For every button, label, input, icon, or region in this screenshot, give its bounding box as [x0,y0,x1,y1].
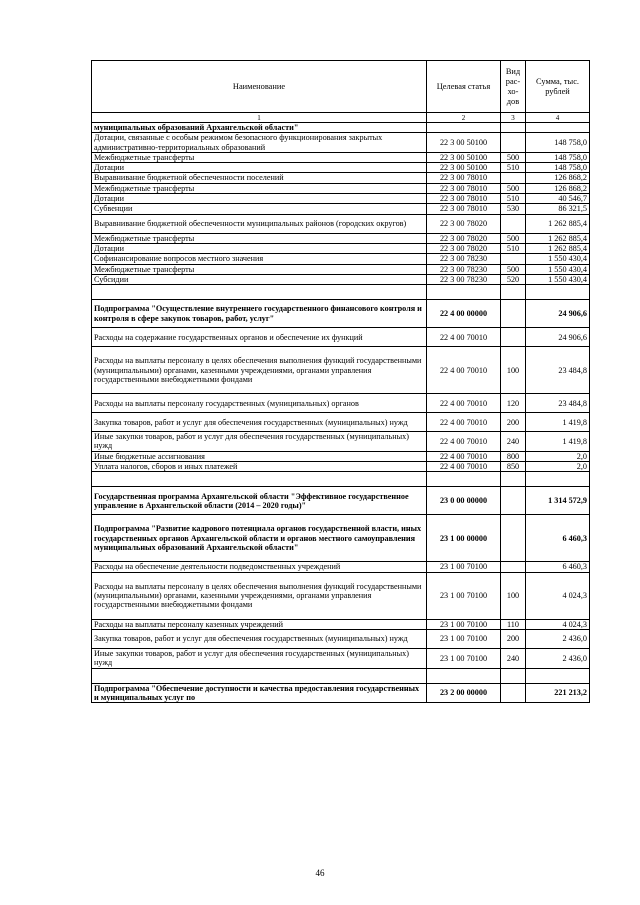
row-name: Межбюджетные трансферты [92,152,427,162]
row-kind: 510 [501,194,526,204]
row-article: 22 4 00 70010 [427,394,501,413]
row-name: Закупка товаров, работ и услуг для обеспечения государственных (муниципальных) нужд [92,413,427,432]
row-sum [526,123,590,133]
row-name: Расходы на выплаты персоналу государственных (муниципальных) органов [92,394,427,413]
header-sum: Сумма, тыс. рублей [526,61,590,113]
row-sum: 23 484,8 [526,394,590,413]
row-sum: 1 262 885,4 [526,233,590,243]
row-kind [501,133,526,153]
table-row [92,451,590,461]
row-name: Межбюджетные трансферты [92,264,427,274]
table-row [92,683,590,703]
row-sum: 23 484,8 [526,347,590,394]
column-number: 3 [501,113,526,123]
row-sum: 1 419,8 [526,432,590,452]
table-row [92,432,590,452]
row-kind: 500 [501,233,526,243]
row-name: Уплата налогов, сборов и иных платежей [92,462,427,472]
row-article: 23 1 00 70100 [427,648,501,668]
spacer-row [92,668,590,683]
row-kind [501,472,526,487]
row-article: 23 0 00 00000 [427,487,501,515]
row-name: Расходы на выплаты персоналу в целях обеспечения выполнения функций государственными (муниципальными) органами, казенными учреждениями, органами управления государственными внебюджетными фондами [92,572,427,619]
row-article: 22 3 00 50100 [427,152,501,162]
row-kind: 510 [501,243,526,253]
row-kind: 240 [501,432,526,452]
row-kind: 500 [501,264,526,274]
table-row [92,487,590,515]
page-number: 46 [315,868,325,878]
row-article: 22 4 00 70010 [427,462,501,472]
table-row [92,648,590,668]
row-sum: 6 460,3 [526,562,590,572]
table-row [92,183,590,193]
row-kind: 100 [501,572,526,619]
header-kind: Вид рас- хо- дов [501,61,526,113]
table-row [92,462,590,472]
row-kind [501,328,526,347]
row-name: Дотации [92,163,427,173]
row-name: Государственная программа Архангельской области "Эффективное государственное управление в Архангельской области (2014 – 2020 годы)" [92,487,427,515]
budget-table [91,60,590,703]
row-name [92,472,427,487]
row-name: Субвенции [92,204,427,214]
row-kind [501,515,526,562]
spacer-row [92,285,590,300]
row-sum [526,668,590,683]
row-name: Подпрограмма "Осуществление внутреннего государственного финансового контроля и контроля в сфере закупок товаров, работ, услуг" [92,300,427,328]
row-name: Расходы на выплаты персоналу в целях обеспечения выполнения функций государственными (муниципальными) органами, казенными учреждениями, органами управления государственными внебюджетными фондами [92,347,427,394]
row-sum: 1 550 430,4 [526,264,590,274]
table-row [92,123,590,133]
row-name: Дотации, связанные с особым режимом безопасного функционирования закрытых административно-территориальных образований [92,133,427,153]
row-kind [501,173,526,183]
row-kind [501,668,526,683]
row-article: 23 1 00 70100 [427,629,501,648]
row-kind [501,254,526,264]
row-kind: 500 [501,183,526,193]
row-sum: 24 906,6 [526,300,590,328]
row-kind [501,214,526,233]
row-article: 23 1 00 70100 [427,619,501,629]
row-kind [501,487,526,515]
row-sum: 148 758,0 [526,163,590,173]
row-sum: 40 546,7 [526,194,590,204]
row-article: 22 3 00 78020 [427,214,501,233]
row-article: 22 4 00 70010 [427,413,501,432]
row-kind: 120 [501,394,526,413]
row-sum: 2 436,0 [526,629,590,648]
table-header-row [92,61,590,113]
row-kind: 100 [501,347,526,394]
column-number: 4 [526,113,590,123]
table-row [92,152,590,162]
row-article: 22 3 00 78020 [427,233,501,243]
table-row [92,572,590,619]
row-sum: 126 868,2 [526,173,590,183]
table-row [92,214,590,233]
table-row [92,254,590,264]
row-name: Иные закупки товаров, работ и услуг для обеспечения государственных (муниципальных) нужд [92,648,427,668]
row-name: Иные бюджетные ассигнования [92,451,427,461]
row-sum: 6 460,3 [526,515,590,562]
row-sum: 2 436,0 [526,648,590,668]
row-name: Расходы на обеспечение деятельности подведомственных учреждений [92,562,427,572]
row-kind: 800 [501,451,526,461]
row-article: 22 3 00 78010 [427,204,501,214]
row-name [92,285,427,300]
row-article: 22 3 00 50100 [427,133,501,153]
row-kind: 520 [501,274,526,284]
row-sum: 221 213,2 [526,683,590,703]
row-article [427,472,501,487]
row-kind [501,683,526,703]
row-name: Расходы на содержание государственных органов и обеспечение их функций [92,328,427,347]
row-article: 23 1 00 00000 [427,515,501,562]
table-row [92,233,590,243]
row-sum: 148 758,0 [526,133,590,153]
table-row [92,347,590,394]
row-article: 22 3 00 78230 [427,254,501,264]
row-sum: 126 868,2 [526,183,590,193]
row-kind: 850 [501,462,526,472]
row-name: Дотации [92,243,427,253]
row-article: 23 1 00 70100 [427,562,501,572]
header-name: Наименование [92,61,427,113]
header-article: Целевая статья [427,61,501,113]
row-sum: 1 314 572,9 [526,487,590,515]
row-article: 22 3 00 78010 [427,183,501,193]
table-row [92,133,590,153]
row-article [427,285,501,300]
table-row [92,515,590,562]
row-kind: 500 [501,152,526,162]
column-number-row [92,113,590,123]
row-sum: 24 906,6 [526,328,590,347]
row-kind [501,285,526,300]
row-sum: 1 550 430,4 [526,274,590,284]
row-sum: 1 262 885,4 [526,243,590,253]
table-row [92,328,590,347]
row-kind: 240 [501,648,526,668]
row-sum: 86 321,5 [526,204,590,214]
table-body [92,123,590,703]
table-row [92,194,590,204]
row-kind [501,562,526,572]
row-article: 22 4 00 00000 [427,300,501,328]
row-sum [526,472,590,487]
row-sum [526,285,590,300]
row-name: Выравнивание бюджетной обеспеченности муниципальных районов (городских округов) [92,214,427,233]
row-sum: 1 550 430,4 [526,254,590,264]
row-article: 22 4 00 70010 [427,347,501,394]
row-article: 22 3 00 50100 [427,163,501,173]
row-kind: 200 [501,413,526,432]
row-name: Закупка товаров, работ и услуг для обеспечения государственных (муниципальных) нужд [92,629,427,648]
table-row [92,413,590,432]
table-row [92,394,590,413]
table-row [92,264,590,274]
row-kind [501,123,526,133]
table-row [92,173,590,183]
table-row [92,562,590,572]
row-sum: 4 024,3 [526,572,590,619]
table-row [92,204,590,214]
row-name [92,668,427,683]
row-sum: 4 024,3 [526,619,590,629]
row-sum: 148 758,0 [526,152,590,162]
row-sum: 2,0 [526,462,590,472]
row-article [427,123,501,133]
row-article: 22 4 00 70010 [427,451,501,461]
row-name: муниципальных образований Архангельской области" [92,123,427,133]
row-article: 22 4 00 70010 [427,328,501,347]
row-kind [501,300,526,328]
table-row [92,629,590,648]
row-name: Межбюджетные трансферты [92,183,427,193]
row-article: 23 2 00 00000 [427,683,501,703]
row-name: Подпрограмма "Обеспечение доступности и качества предоставления государственных и муниципальных услуг по [92,683,427,703]
row-article: 22 3 00 78010 [427,173,501,183]
table-row [92,619,590,629]
row-name: Субсидии [92,274,427,284]
row-kind: 510 [501,163,526,173]
table-row [92,163,590,173]
row-name: Межбюджетные трансферты [92,233,427,243]
row-article: 23 1 00 70100 [427,572,501,619]
row-name: Иные закупки товаров, работ и услуг для обеспечения государственных (муниципальных) нужд [92,432,427,452]
row-kind: 110 [501,619,526,629]
table-row [92,243,590,253]
row-sum: 1 419,8 [526,413,590,432]
column-number: 1 [92,113,427,123]
row-article: 22 3 00 78230 [427,264,501,274]
row-name: Дотации [92,194,427,204]
column-number: 2 [427,113,501,123]
row-name: Выравнивание бюджетной обеспеченности поселений [92,173,427,183]
row-article: 22 3 00 78010 [427,194,501,204]
row-name: Софинансирование вопросов местного значения [92,254,427,264]
row-name: Расходы на выплаты персоналу казенных учреждений [92,619,427,629]
row-article: 22 3 00 78020 [427,243,501,253]
row-article: 22 3 00 78230 [427,274,501,284]
row-article: 22 4 00 70010 [427,432,501,452]
table-row [92,274,590,284]
row-article [427,668,501,683]
row-name: Подпрограмма "Развитие кадрового потенциала органов государственной власти, иных государственных органов Архангельской области и органов местного самоуправления муниципальных образований Архангельской области" [92,515,427,562]
row-kind: 200 [501,629,526,648]
row-sum: 2,0 [526,451,590,461]
row-sum: 1 262 885,4 [526,214,590,233]
spacer-row [92,472,590,487]
row-kind: 530 [501,204,526,214]
table-row [92,300,590,328]
